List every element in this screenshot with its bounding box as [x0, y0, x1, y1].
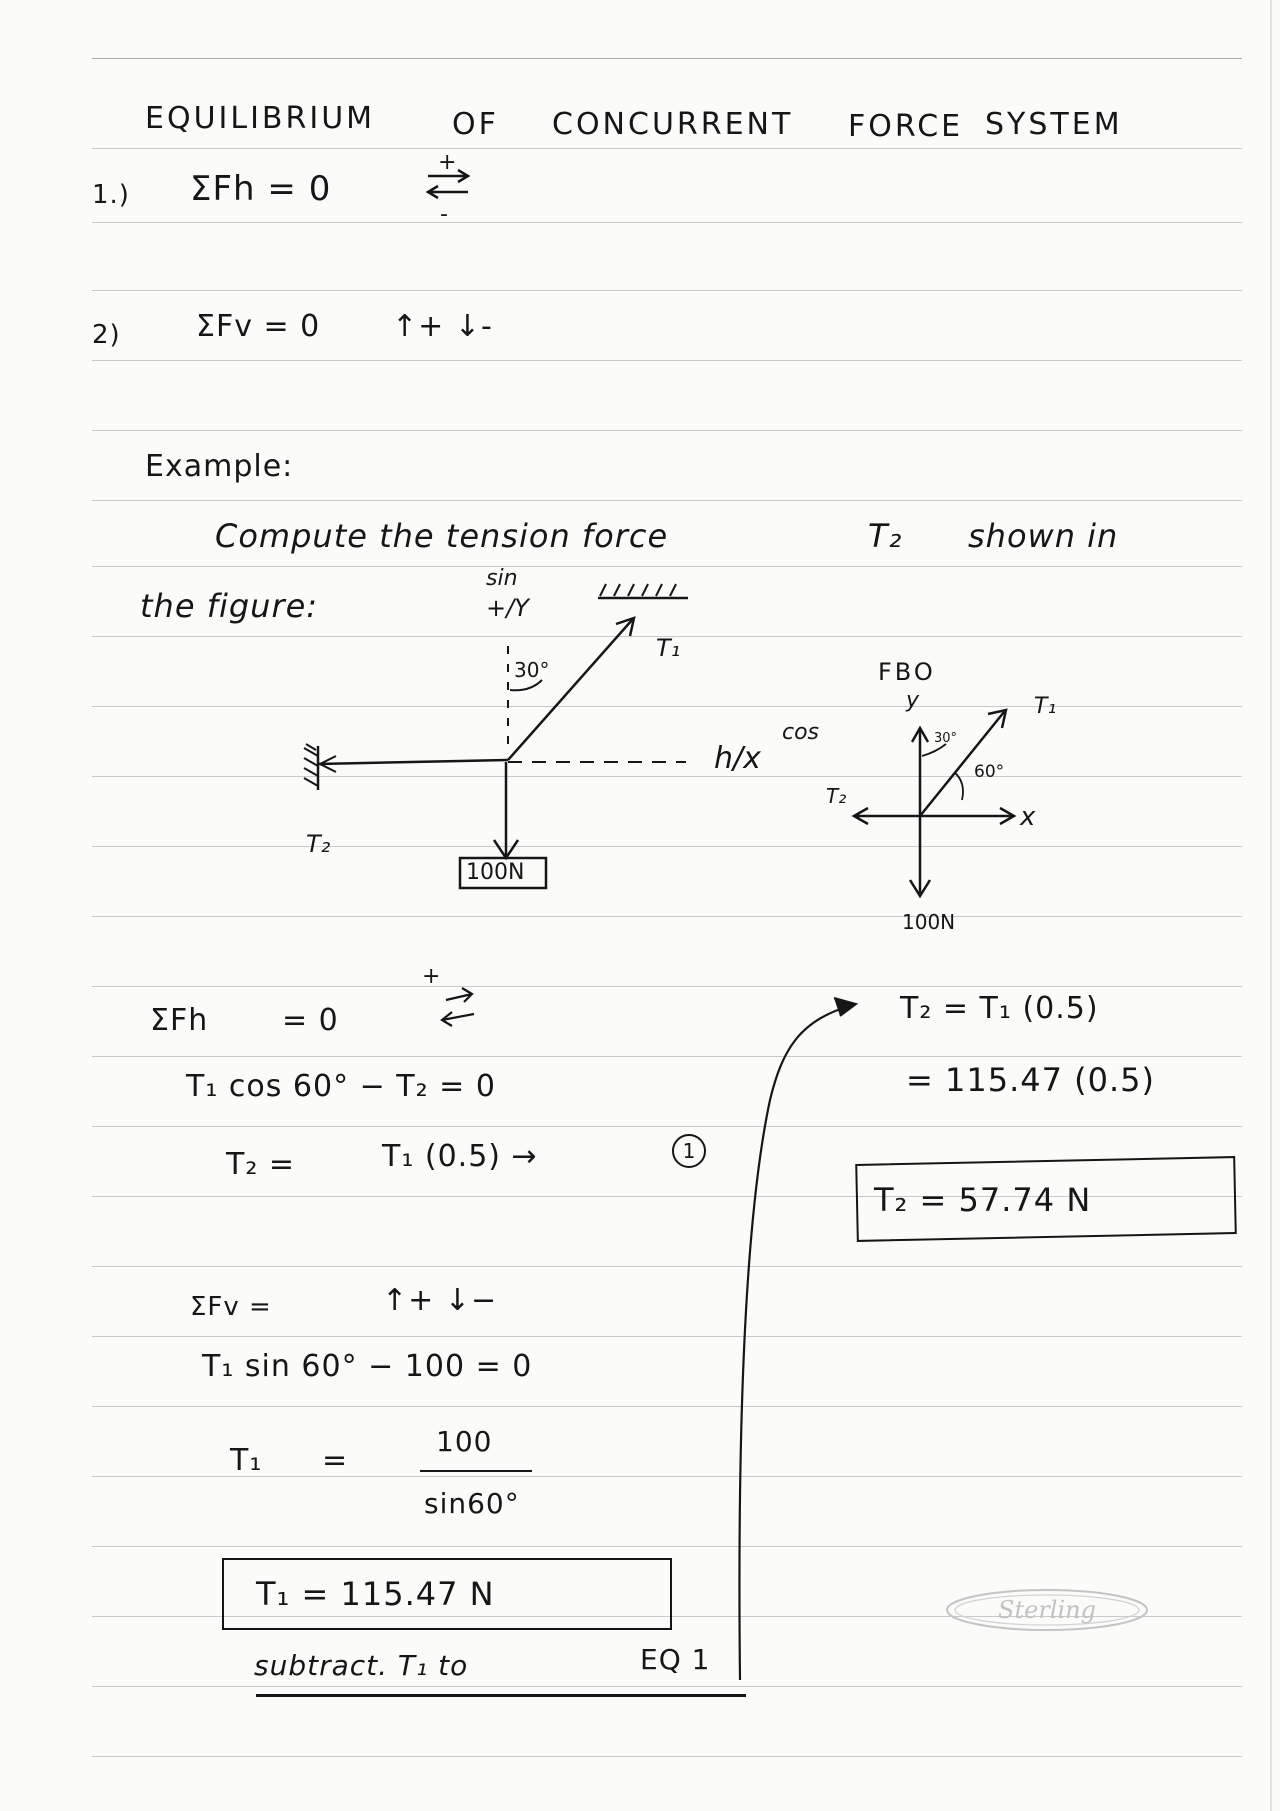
example-prompt-part-1: Compute the tension force	[215, 517, 669, 555]
fbd-angle-30: 30°	[934, 731, 958, 746]
figure-t1-label: T₁	[656, 634, 681, 662]
condition-1-sign-bottom: -	[440, 202, 448, 227]
sterling-stamp	[942, 1585, 1152, 1635]
sum-fv-label: ΣFv =	[190, 1292, 272, 1322]
fraction-denominator: sin60°	[424, 1487, 520, 1520]
figure-hx-label: h/x	[714, 741, 761, 776]
note-eq-ref: EQ 1	[640, 1643, 711, 1676]
condition-2-number: 2)	[92, 320, 121, 350]
heading-word-of: OF	[452, 107, 499, 142]
t1-lhs: T₁	[230, 1443, 263, 1478]
fbd-load-label: 100N	[902, 910, 956, 934]
fbd-title: FBO	[878, 658, 936, 686]
equation-t2-rhs: T₁ (0.5) →	[382, 1139, 538, 1174]
example-label: Example:	[145, 449, 294, 484]
figure-weight-label: 100N	[466, 860, 525, 885]
fbd-t1-label: T₁	[1034, 694, 1057, 719]
figure-cos-label: cos	[782, 720, 820, 745]
heading-word-system: SYSTEM	[985, 107, 1123, 142]
fbd-angle-60: 60°	[974, 762, 1005, 782]
figure-angle-label: 30°	[514, 658, 550, 682]
t2-result: T₂ = 57.74 N	[874, 1181, 1092, 1219]
figure-t2-label: T₂	[306, 830, 331, 858]
equation-tag-1: 1	[672, 1134, 706, 1168]
figure-sin-label: sin	[486, 566, 518, 591]
example-prompt-part-3: the figure:	[140, 587, 319, 625]
right-equation-1: T₂ = T₁ (0.5)	[900, 991, 1099, 1026]
condition-2-signs: ↑+ ↓-	[392, 309, 493, 344]
equation-fh: T₁ cos 60° − T₂ = 0	[186, 1069, 496, 1104]
note-text: subtract. T₁ to	[254, 1649, 469, 1682]
right-equation-2: = 115.47 (0.5)	[906, 1061, 1155, 1099]
equation-t2-lhs: T₂ =	[226, 1147, 296, 1182]
heading-word-force: FORCE	[848, 109, 964, 144]
sum-fv-signs: ↑+ ↓−	[382, 1283, 498, 1318]
sum-fh-equals-zero: = 0	[282, 1003, 339, 1038]
condition-1-sign-top: +	[438, 150, 457, 175]
sum-fh-label: ΣFh	[150, 1003, 209, 1038]
condition-1-number: 1.)	[92, 180, 130, 210]
t1-equals: =	[322, 1443, 349, 1478]
example-prompt-variable: T₂	[868, 517, 903, 555]
sum-fh-plus-sign: +	[422, 964, 441, 989]
figure-y-axis-label: +/Y	[486, 594, 529, 622]
sterling-stamp-text: Sterling	[998, 1596, 1096, 1624]
fbd-y-label: y	[906, 688, 920, 713]
heading-word-equilibrium: EQUILIBRIUM	[145, 101, 376, 136]
fraction-numerator: 100	[436, 1425, 493, 1458]
equation-fv: T₁ sin 60° − 100 = 0	[202, 1349, 533, 1384]
fbd-t2-label: T₂	[826, 784, 847, 808]
condition-1-equation: ΣFh = 0	[190, 169, 332, 209]
condition-2-equation: ΣFv = 0	[196, 309, 321, 344]
fbd-x-label: x	[1020, 802, 1036, 832]
heading-word-concurrent: CONCURRENT	[552, 107, 794, 142]
t1-result: T₁ = 115.47 N	[256, 1575, 495, 1613]
example-prompt-part-2: shown in	[968, 517, 1119, 555]
